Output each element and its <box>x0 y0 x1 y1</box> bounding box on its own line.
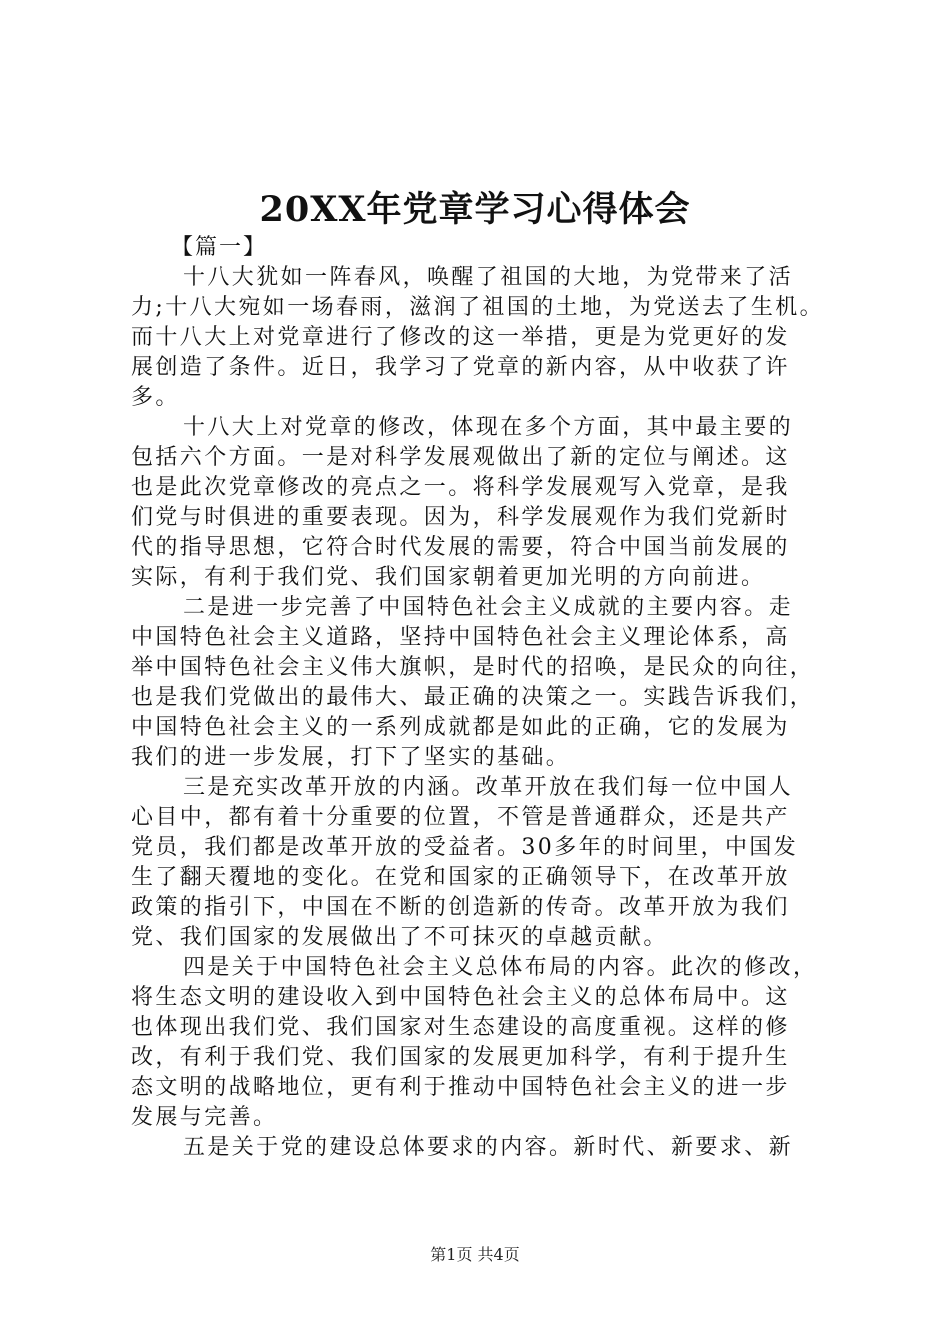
paragraph-line: 力;十八大宛如一场春雨，滋润了祖国的土地，为党送去了生机。 <box>131 295 825 320</box>
paragraph-line: 三是充实改革开放的内涵。改革开放在我们每一位中国人 <box>183 775 794 800</box>
paragraph-line: 中国特色社会主义道路，坚持中国特色社会主义理论体系，高 <box>131 625 790 650</box>
body-paragraph <box>131 1133 831 1163</box>
section-label: 【篇一】 <box>171 235 268 260</box>
paragraph-line: 十八大上对党章的修改，体现在多个方面，其中最主要的 <box>183 415 794 440</box>
body-paragraph <box>131 953 831 1133</box>
paragraph-line: 举中国特色社会主义伟大旗帜，是时代的招唤，是民众的向往， <box>131 655 815 680</box>
paragraph-line: 五是关于党的建设总体要求的内容。新时代、新要求、新 <box>183 1135 794 1160</box>
paragraph-line: 中国特色社会主义的一系列成就都是如此的正确，它的发展为 <box>131 715 790 740</box>
document-body <box>131 233 831 1163</box>
paragraph-line: 改，有利于我们党、我们国家的发展更加科学，有利于提升生 <box>131 1045 790 1070</box>
body-paragraph <box>131 413 831 593</box>
document-title: 20XX年党章学习心得体会 <box>259 189 691 230</box>
paragraph-line: 们党与时俱进的重要表现。因为，科学发展观作为我们党新时 <box>131 505 790 530</box>
paragraph-line: 党、我们国家的发展做出了不可抹灭的卓越贡献。 <box>131 925 668 950</box>
paragraph-line: 发展与完善。 <box>131 1105 278 1130</box>
paragraph-line: 将生态文明的建设收入到中国特色社会主义的总体布局中。这 <box>131 985 790 1010</box>
paragraph-line: 党员，我们都是改革开放的受益者。30多年的时间里，中国发 <box>131 835 799 860</box>
paragraph-line: 多。 <box>131 385 180 410</box>
paragraph-line: 二是进一步完善了中国特色社会主义成就的主要内容。走 <box>183 595 794 620</box>
paragraph-line: 也是此次党章修改的亮点之一。将科学发展观写入党章，是我 <box>131 475 790 500</box>
paragraph-line: 心目中，都有着十分重要的位置，不管是普通群众，还是共产 <box>131 805 790 830</box>
paragraph-line: 政策的指引下，中国在不断的创造新的传奇。改革开放为我们 <box>131 895 790 920</box>
paragraph-line: 也体现出我们党、我们国家对生态建设的高度重视。这样的修 <box>131 1015 790 1040</box>
paragraph-line: 包括六个方面。一是对科学发展观做出了新的定位与阐述。这 <box>131 445 790 470</box>
page-footer: 第1页 共4页 <box>430 1245 520 1264</box>
paragraph-line: 而十八大上对党章进行了修改的这一举措，更是为党更好的发 <box>131 325 790 350</box>
paragraph-line: 生了翻天覆地的变化。在党和国家的正确领导下，在改革开放 <box>131 865 790 890</box>
paragraph-line: 实际，有利于我们党、我们国家朝着更加光明的方向前进。 <box>131 565 766 590</box>
body-paragraph <box>131 593 831 773</box>
paragraph-line: 也是我们党做出的最伟大、最正确的决策之一。实践告诉我们， <box>131 685 815 710</box>
body-paragraph <box>131 263 831 413</box>
paragraph-line: 态文明的战略地位，更有利于推动中国特色社会主义的进一步 <box>131 1075 790 1100</box>
paragraph-list <box>131 263 831 1163</box>
paragraph-line: 展创造了条件。近日，我学习了党章的新内容，从中收获了许 <box>131 355 790 380</box>
paragraph-line: 十八大犹如一阵春风，唤醒了祖国的大地，为党带来了活 <box>183 265 794 290</box>
body-paragraph <box>131 773 831 953</box>
paragraph-line: 我们的进一步发展，打下了坚实的基础。 <box>131 745 571 770</box>
paragraph-line: 四是关于中国特色社会主义总体布局的内容。此次的修改， <box>183 955 818 980</box>
paragraph-line: 代的指导思想，它符合时代发展的需要，符合中国当前发展的 <box>131 535 790 560</box>
